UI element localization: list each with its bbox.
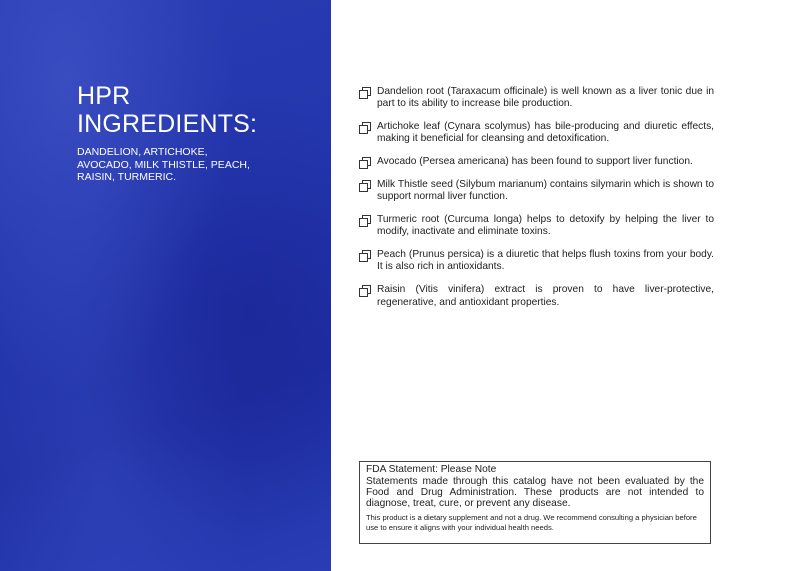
copy-icon xyxy=(359,122,371,134)
copy-icon xyxy=(359,157,371,169)
ingredient-description: has bile-producing and diuretic effects, making it beneficial for cleansing and detoxification. xyxy=(377,121,714,145)
list-item xyxy=(358,284,714,309)
fda-statement-box xyxy=(359,461,711,544)
ingredient-name: Peach (Prunus persica) xyxy=(377,249,484,261)
list-item xyxy=(358,86,714,111)
fda-title: FDA Statement: Please Note xyxy=(366,464,497,475)
ingredient-list xyxy=(358,86,714,319)
copy-icon xyxy=(359,215,371,227)
title-line-1: HPR xyxy=(77,82,131,110)
copy-icon xyxy=(359,87,371,99)
blue-cover-panel xyxy=(0,0,331,571)
title-line-2: INGREDIENTS: xyxy=(77,110,258,138)
copy-icon xyxy=(359,250,371,262)
list-item xyxy=(358,249,714,274)
page-title xyxy=(77,82,257,138)
ingredient-description: extract is proven to have liver-protective, regenerative, and antioxidant properties. xyxy=(377,284,714,308)
list-item xyxy=(358,156,714,168)
list-item xyxy=(358,121,714,146)
ingredient-name: Artichoke leaf (Cynara scolymus) xyxy=(377,121,531,133)
fda-note: This product is a dietary supplement and not a drug. We recommend consulting a physician before use to ensure it aligns with your individual health needs. xyxy=(366,513,697,533)
copy-icon xyxy=(359,180,371,192)
ingredient-description: has been found to support liver function. xyxy=(508,156,693,168)
ingredient-description: contains silymarin which is shown to support normal liver function. xyxy=(377,178,715,203)
copy-icon xyxy=(359,285,371,297)
list-item xyxy=(358,214,714,239)
ingredient-summary: DANDELION, ARTICHOKE, AVOCADO, MILK THISTLE, PEACH, RAISIN, TURMERIC. xyxy=(77,146,250,183)
ingredient-name: Turmeric root (Curcuma longa) xyxy=(377,214,523,226)
fda-body: Statements made through this catalog have not been evaluated by the Food and Drug Administration. These products are not intended to diagnose, treat, cure, or prevent any disease. xyxy=(366,475,704,510)
ingredient-description: is a diuretic that helps flush toxins from your body. It is also rich in antioxidants. xyxy=(377,249,714,273)
ingredient-name: Raisin (Vitis vinifera) xyxy=(377,284,485,296)
ingredient-name: Milk Thistle seed (Silybum marianum) xyxy=(377,178,548,190)
list-item xyxy=(358,179,714,204)
ingredient-name: Dandelion root (Taraxacum officinale) xyxy=(377,86,548,97)
ingredient-description: helps to detoxify by helping the liver to modify, inactivate and eliminate toxins. xyxy=(377,214,714,238)
ingredient-description: is well known as a liver tonic due in part to its ability to increase bile production. xyxy=(377,86,714,110)
ingredient-name: Avocado (Persea americana) xyxy=(377,156,509,168)
